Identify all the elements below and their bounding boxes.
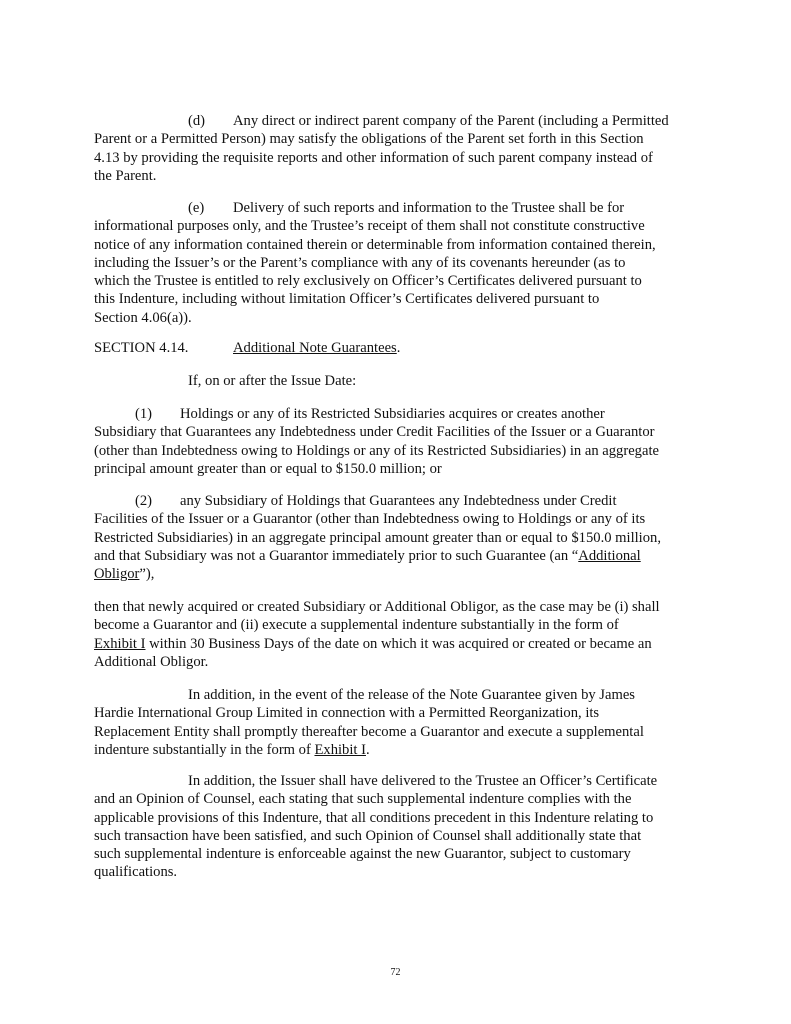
paragraph-marker: (2) xyxy=(135,493,153,509)
text-line: qualifications. xyxy=(94,864,178,881)
text-line: Subsidiary that Guarantees any Indebtedness under Credit Facilities of the Issuer or a Guarantor xyxy=(94,424,655,441)
intro-paragraph xyxy=(94,372,706,390)
text-segment: . xyxy=(365,741,370,758)
paragraph-1 xyxy=(94,405,706,478)
paragraph-marker: (e) xyxy=(188,200,205,216)
text-line: applicable provisions of this Indenture, that all conditions precedent in this Indenture relating to xyxy=(94,809,654,826)
text-segment: and that Subsidiary was not a Guarantor immediately prior to such Guarantee (an “ xyxy=(94,547,579,564)
text-line: then that newly acquired or created Subsidiary or Additional Obligor, as the case may be (i) shall xyxy=(94,599,660,615)
text-line: 4.13 by providing the requisite reports and other information of such parent company instead of xyxy=(94,149,653,166)
text-segment: indenture substantially in the form of xyxy=(94,741,315,758)
text-line: notice of any information contained therein or determinable from information contained therein, xyxy=(94,236,656,253)
text-line: informational purposes only, and the Trustee’s receipt of them shall not constitute constructive xyxy=(94,218,645,235)
text-line: Section 4.06(a)). xyxy=(94,309,192,326)
text-line: Additional Obligor. xyxy=(94,653,209,670)
page-number: 72 xyxy=(390,967,401,978)
section-title: Additional Note Guarantees xyxy=(233,340,397,356)
text-line: In addition, the Issuer shall have delivered to the Trustee an Officer’s Certificate xyxy=(188,773,658,789)
text-segment: ”), xyxy=(139,566,155,583)
text-line: Facilities of the Issuer or a Guarantor (other than Indebtedness owing to Holdings or any of its xyxy=(94,511,646,528)
paragraph-marker: (d) xyxy=(188,113,206,129)
text-line: If, on or after the Issue Date: xyxy=(188,373,357,389)
text-line: Any direct or indirect parent company of the Parent (including a Permitted xyxy=(233,113,669,129)
text-line: such transaction have been satisfied, and such Opinion of Counsel shall additionally state that xyxy=(94,827,642,844)
text-line: In addition, in the event of the release of the Note Guarantee given by James xyxy=(188,687,635,703)
exhibit-reference: Exhibit I xyxy=(94,635,146,652)
text-line: (other than Indebtedness owing to Holdings or any of its Restricted Subsidiaries) in an aggregate xyxy=(94,442,659,459)
paragraph-2 xyxy=(94,492,706,583)
text-line: including the Issuer’s or the Parent’s compliance with any of its covenants hereunder (as to xyxy=(94,254,626,271)
text-line: and an Opinion of Counsel, each stating that such supplemental indenture complies with the xyxy=(94,791,632,808)
text-line: principal amount greater than or equal to $150.0 million; or xyxy=(94,460,442,477)
text-line: the Parent. xyxy=(94,167,157,184)
paragraph-then xyxy=(94,598,706,671)
text-line: Replacement Entity shall promptly thereafter become a Guarantor and execute a supplemental xyxy=(94,723,644,740)
text-line: Parent or a Permitted Person) may satisfy the obligations of the Parent set forth in this Section xyxy=(94,131,644,148)
text-line: Hardie International Group Limited in connection with a Permitted Reorganization, its xyxy=(94,705,600,722)
section-number: SECTION 4.14. xyxy=(94,340,189,356)
text-line: become a Guarantor and (ii) execute a supplemental indenture substantially in the form of xyxy=(94,617,619,634)
text-line: Holdings or any of its Restricted Subsidiaries acquires or creates another xyxy=(180,406,605,422)
text-line: this Indenture, including without limitation Officer’s Certificates delivered pursuant to xyxy=(94,291,600,308)
paragraph-officer-certificate xyxy=(94,772,706,882)
text-segment: within 30 Business Days of the date on which it was acquired or created or became an xyxy=(145,635,652,652)
exhibit-reference: Exhibit I xyxy=(314,741,366,758)
text-line: Restricted Subsidiaries) in an aggregate principal amount greater than or equal to $150.0 million, xyxy=(94,529,661,546)
paragraph-d xyxy=(94,112,706,185)
text-line: any Subsidiary of Holdings that Guarantees any Indebtedness under Credit xyxy=(180,493,617,509)
paragraph-release xyxy=(94,686,706,759)
paragraph-e xyxy=(94,199,706,327)
defined-term: Additional xyxy=(578,547,641,564)
defined-term: Obligor xyxy=(94,566,140,583)
paragraph-marker: (1) xyxy=(135,406,153,422)
text-line: which the Trustee is entitled to rely exclusively on Officer’s Certificates delivered pursuant to xyxy=(94,273,642,290)
section-title-period: . xyxy=(396,340,401,356)
text-line: such supplemental indenture is enforceable against the new Guarantor, subject to customary xyxy=(94,846,631,863)
text-line: Delivery of such reports and information to the Trustee shall be for xyxy=(233,200,625,216)
section-heading xyxy=(94,339,706,357)
